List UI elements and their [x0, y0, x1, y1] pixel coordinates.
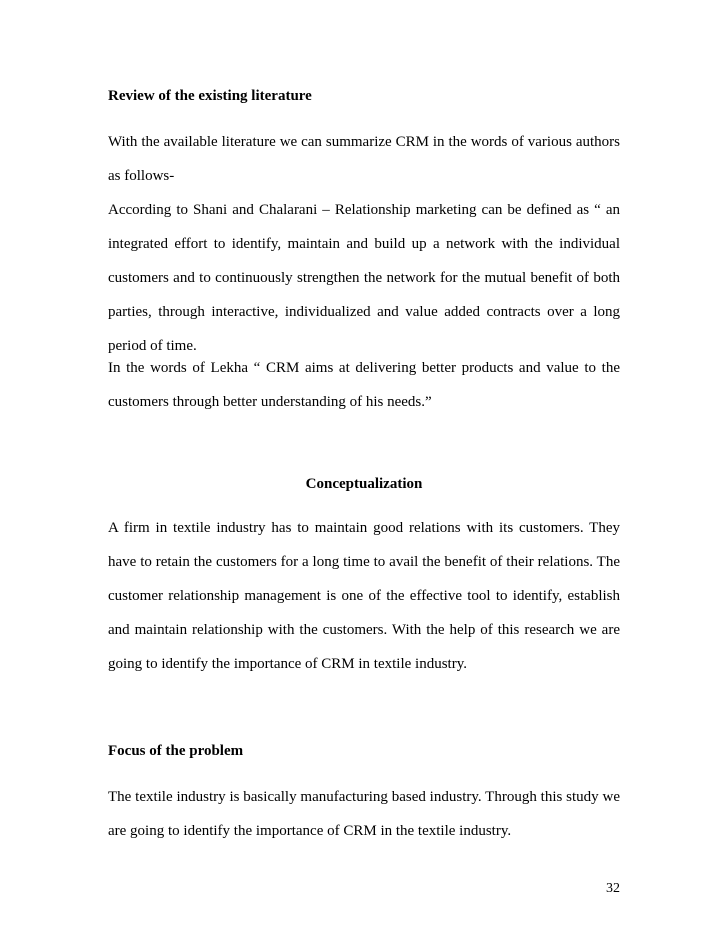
focus-paragraph: The textile industry is basically manufacturing based industry. Through this study we are going to identify the importance of CRM in the textile industry.: [108, 789, 620, 839]
review-paragraph-2: According to Shani and Chalarani – Relationship marketing can be defined as “ an integrated effort to identify, maintain and build up a network with the individual customers and to continuously strengthen the network for the mutual benefit of both parties, through interactive, individualized and value added contracts over a long period of time.: [108, 202, 620, 354]
review-paragraph-3: In the words of Lekha “ CRM aims at delivering better products and value to the customers through better understanding of his needs.”: [108, 360, 620, 410]
conceptualization-paragraph: A firm in textile industry has to maintain good relations with its customers. They have to retain the customers for a long time to avail the benefit of their relations. The customer relationship management is one of the effective tool to identify, establish and maintain relationship with the customers. With the help of this research we are going to identify the importance of CRM in textile industry.: [108, 520, 620, 672]
focus-heading: Focus of the problem: [108, 743, 244, 759]
review-heading: Review of the existing literature: [108, 88, 312, 104]
conceptualization-heading: Conceptualization: [305, 476, 423, 492]
page-number: 32: [606, 881, 620, 896]
review-paragraph-1: With the available literature we can summarize CRM in the words of various authors as follows-: [108, 134, 620, 184]
